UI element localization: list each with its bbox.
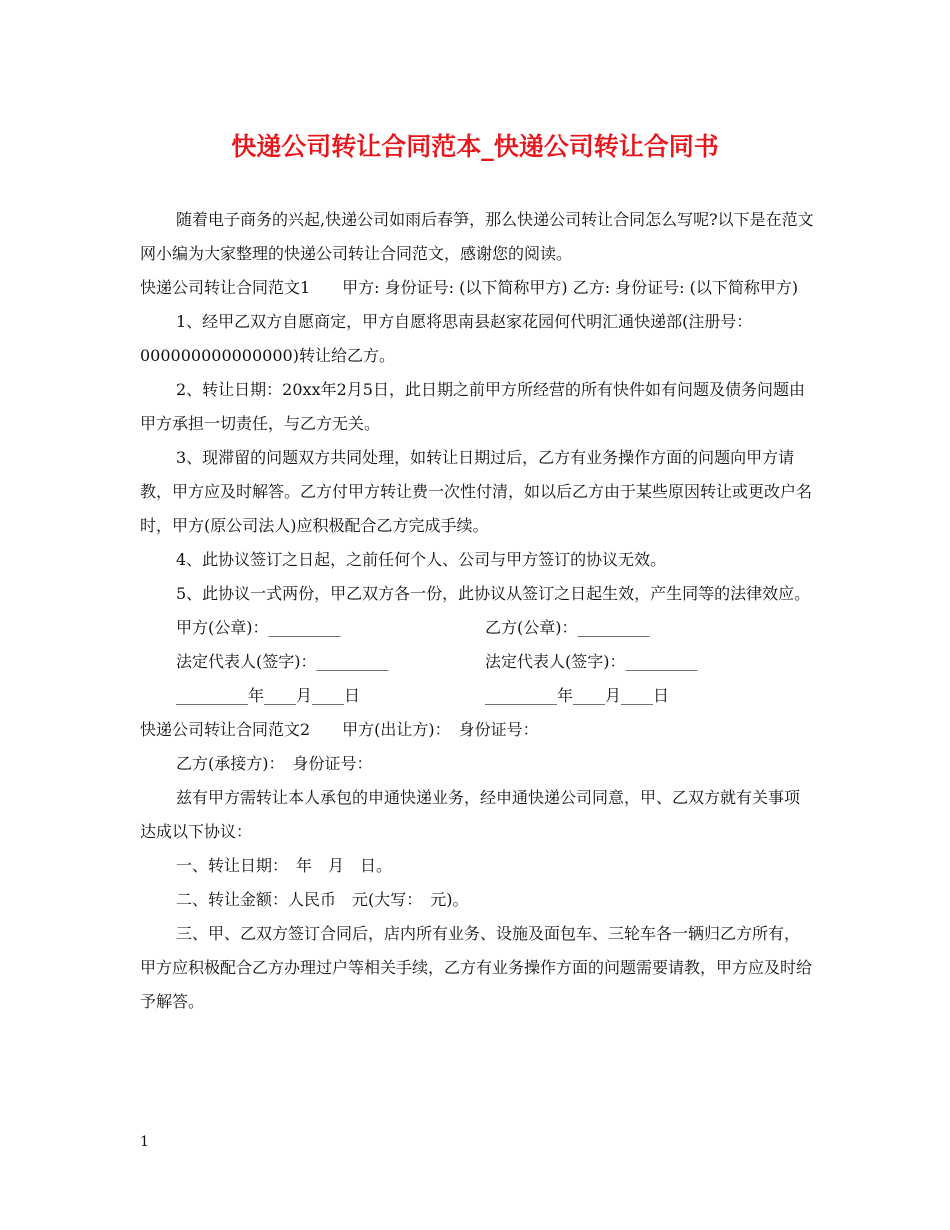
sample2-intro: 兹有甲方需转让本人承包的申通快递业务，经申通快递公司同意，甲、乙双方就有关事项达成以下协议： [140, 788, 801, 841]
sample2-party-b: 乙方(承接方)： 身份证号： [176, 754, 373, 773]
signature-seal-row [140, 611, 815, 645]
signature-rep-row [140, 645, 815, 679]
clause-1-1: 1、经甲乙双方自愿商定，甲方自愿将思南县赵家花园何代明汇通快递部(注册号：000000000000000)转让给乙方。 [140, 312, 753, 365]
party-a-representative: 法定代表人(签字)：_________ [176, 652, 389, 671]
party-a-date: _________年____月____日 [176, 686, 361, 705]
intro-paragraph: 随着电子商务的兴起,快递公司如雨后春笋，那么快递公司转让合同怎么写呢?以下是在范文网小编为大家整理的快递公司转让合同范文，感谢您的阅读。 [140, 210, 814, 263]
clause-2-2: 二、转让金额：人民币 元(大写： 元)。 [176, 890, 469, 909]
signature-date-row [140, 679, 815, 713]
sample2-header: 快递公司转让合同范文2 甲方(出让方)： 身份证号： [140, 720, 539, 739]
document-body [140, 203, 815, 1019]
clause-2-3: 三、甲、乙双方签订合同后，店内所有业务、设施及面包车、三轮车各一辆归乙方所有，甲方应积极配合乙方办理过户等相关手续，乙方有业务操作方面的问题需要请教，甲方应及时给予解答。 [140, 924, 813, 1011]
party-b-seal: 乙方(公章)：_________ [485, 618, 650, 637]
sample1-header: 快递公司转让合同范文1 甲方: 身份证号: (以下简称甲方) 乙方: 身份证号: (以下简称甲方) [140, 278, 799, 297]
clause-2-1: 一、转让日期： 年 月 日。 [176, 856, 393, 875]
party-a-seal: 甲方(公章)：_________ [176, 618, 341, 637]
clause-1-4: 4、此协议签订之日起，之前任何个人、公司与甲方签订的协议无效。 [176, 550, 667, 569]
party-b-date: _________年____月____日 [485, 686, 670, 705]
clause-1-3: 3、现滞留的问题双方共同处理，如转让日期过后，乙方有业务操作方面的问题向甲方请教，甲方应及时解答。乙方付甲方转让费一次性付清，如以后乙方由于某些原因转让或更改户名时，甲方(原公司法人)应积极配合乙方完成手续。 [140, 448, 813, 535]
document-title: 快递公司转让合同范本_快递公司转让合同书 [231, 132, 719, 161]
clause-1-5: 5、此协议一式两份，甲乙双方各一份，此协议从签订之日起生效，产生同等的法律效应。 [176, 584, 811, 603]
clause-1-2: 2、转让日期：20xx年2月5日，此日期之前甲方所经营的所有快件如有问题及债务问题由甲方承担一切责任，与乙方无关。 [140, 380, 805, 433]
party-b-representative: 法定代表人(签字)：_________ [485, 652, 698, 671]
page-number: 1 [140, 1134, 149, 1150]
